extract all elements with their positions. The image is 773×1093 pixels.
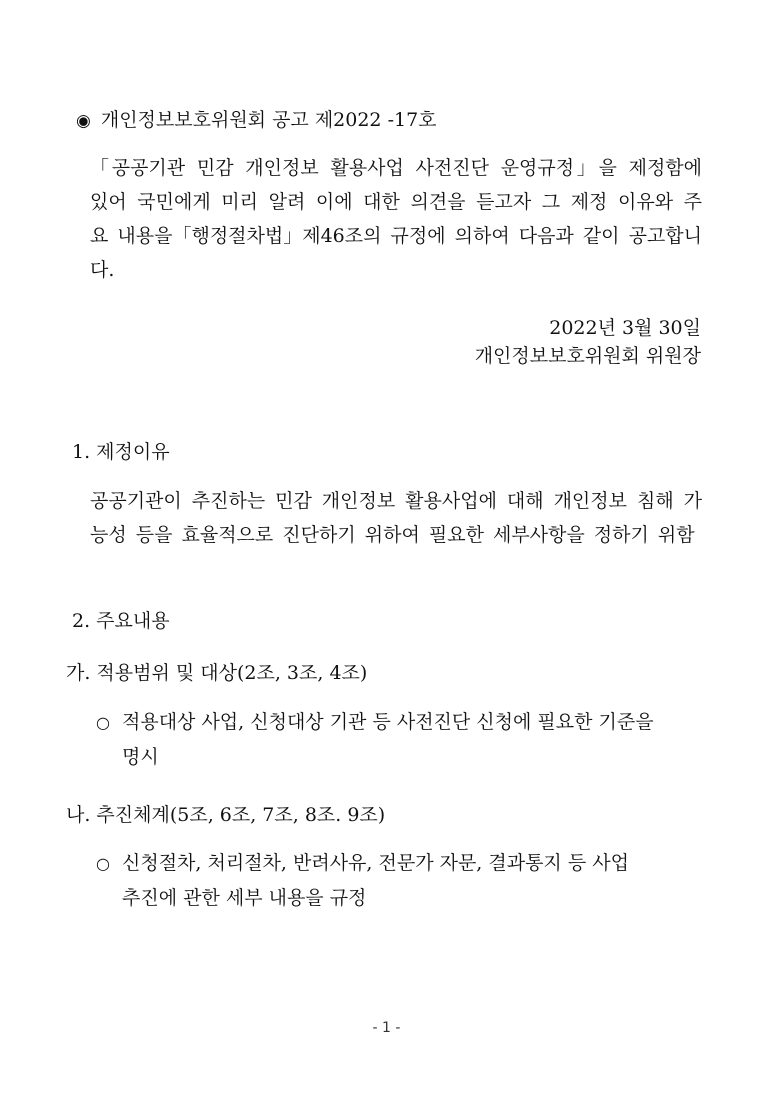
- subsection-a-item: [96, 705, 702, 774]
- notice-title: [76, 108, 437, 133]
- subsection-a-line1: 적용대상 사업, 신청대상 기관 등 사전진단 신청에 필요한 기준을: [122, 711, 654, 733]
- circle-bullet-icon: ○: [96, 854, 110, 873]
- subsection-b-line1: 신청절차, 처리절차, 반려사유, 전문가 자문, 결과통지 등 사업: [122, 852, 629, 874]
- circle-bullet-icon: ○: [96, 713, 110, 732]
- subsection-b-heading: 나. 추진체계(5조, 6조, 7조, 8조. 9조): [66, 804, 386, 826]
- subsection-b-line2: 추진에 관한 세부 내용을 규정: [122, 887, 367, 909]
- notice-date: 2022년 3월 30일: [549, 317, 701, 339]
- subsection-a-heading: 가. 적용범위 및 대상(2조, 3조, 4조): [66, 662, 368, 684]
- subsection-b-item: [96, 846, 702, 915]
- subsection-a-line2: 명시: [122, 746, 159, 768]
- signatory: 개인정보보호위원회 위원장: [474, 345, 701, 367]
- intro-paragraph: 「공공기관 민감 개인정보 활용사업 사전진단 운영규정」을 제정함에 있어 국민에게 미리 알려 이에 대한 의견을 듣고자 그 제정 이유와 주요 내용을「행정절차법」제46조의 규정에 의하여 다음과 같이 공고합니다.: [90, 157, 702, 281]
- fisheye-bullet-icon: ◉: [76, 111, 91, 131]
- notice-title-text: 개인정보보호위원회 공고 제2022 -17호: [100, 109, 437, 131]
- page-number: - 1 -: [372, 1020, 401, 1036]
- section-1-heading: 1. 제정이유: [72, 441, 170, 463]
- section-1-paragraph: 공공기관이 추진하는 민감 개인정보 활용사업에 대해 개인정보 침해 가능성 등을 효율적으로 진단하기 위하여 필요한 세부사항을 정하기 위함: [90, 490, 702, 546]
- section-2-heading: 2. 주요내용: [72, 610, 170, 632]
